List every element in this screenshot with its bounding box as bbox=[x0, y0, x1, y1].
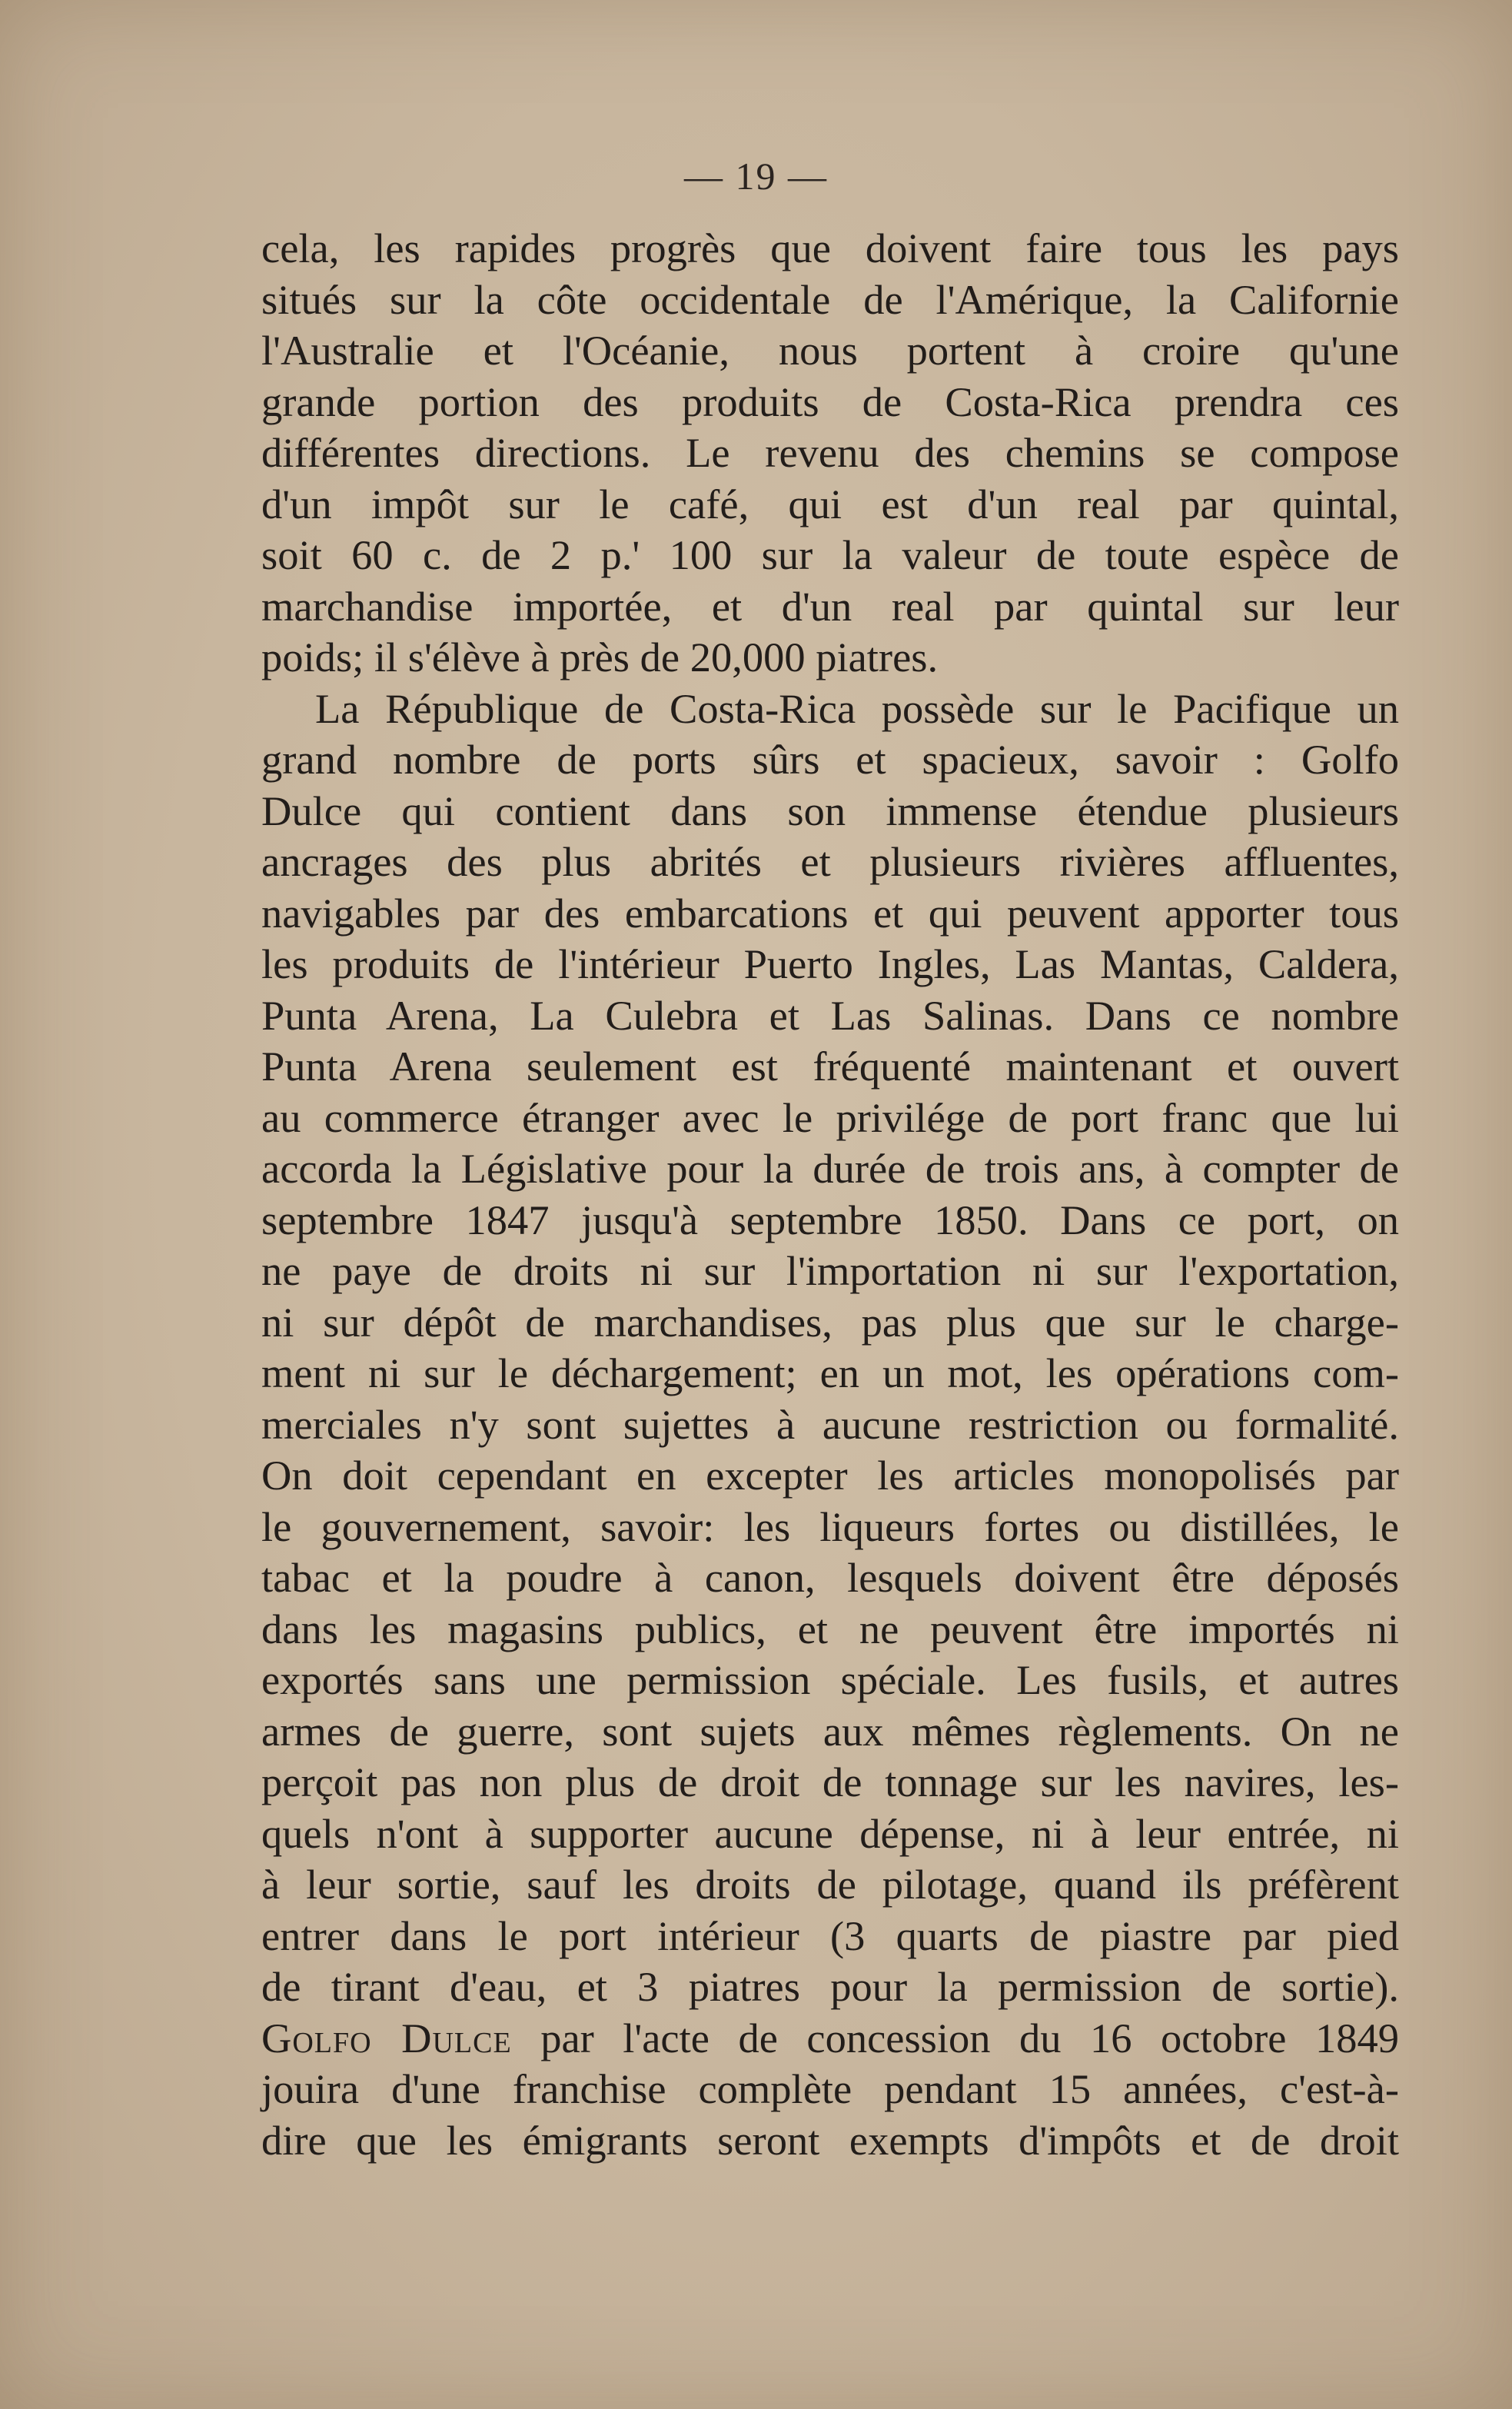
text-line: grande portion des produits de Costa-Rica prendra ces bbox=[261, 378, 1399, 425]
text-line: quels n'ont à supporter aucune dépense, ni à leur entrée, ni bbox=[261, 1809, 1399, 1857]
text-line: ne paye de droits ni sur l'importation ni sur l'exportation, bbox=[261, 1247, 1399, 1294]
text-line: On doit cependant en excepter les articles monopolisés par bbox=[261, 1452, 1399, 1499]
page-number: — 19 — bbox=[684, 155, 828, 198]
text-line: ancrages des plus abrités et plusieurs rivières affluentes, bbox=[261, 838, 1399, 885]
text-line: accorda la Législative pour la durée de trois ans, à compter de bbox=[261, 1145, 1399, 1192]
text-line bbox=[261, 2013, 1399, 2065]
section-heading: Golfo Dulce bbox=[261, 2014, 512, 2061]
text-line: grand nombre de ports sûrs et spacieux, savoir : Golfo bbox=[261, 736, 1399, 783]
text-line: merciales n'y sont sujettes à aucune restriction ou formalité. bbox=[261, 1400, 1399, 1448]
text-line: soit 60 c. de 2 p.' 100 sur la valeur de toute espèce de bbox=[261, 531, 1399, 578]
text-line: dans les magasins publics, et ne peuvent être importés ni bbox=[261, 1605, 1399, 1652]
text-line: situés sur la côte occidentale de l'Amérique, la Californie bbox=[261, 275, 1399, 323]
text-line: cela, les rapides progrès que doivent faire tous les pays bbox=[261, 225, 1399, 271]
text-line: le gouvernement, savoir: les liqueurs fortes ou distillées, le bbox=[261, 1502, 1399, 1550]
text-line: jouira d'une franchise complète pendant 15 années, c'est-à- bbox=[261, 2065, 1399, 2112]
text-fragment: par l'acte de concession du 16 octobre 1849 bbox=[540, 2014, 1399, 2061]
text-line: tabac et la poudre à canon, lesquels doivent être déposés bbox=[261, 1554, 1399, 1601]
text-line: ni sur dépôt de marchandises, pas plus que sur le charge- bbox=[261, 1298, 1399, 1346]
text-line: à leur sortie, sauf les droits de pilotage, quand ils préfèrent bbox=[261, 1861, 1399, 1908]
text-line: ment ni sur le déchargement; en un mot, les opérations com- bbox=[261, 1349, 1399, 1396]
text-line: navigables par des embarcations et qui peuvent apporter tous bbox=[261, 889, 1399, 937]
text-line: marchandise importée, et d'un real par quintal sur leur bbox=[261, 582, 1399, 630]
text-line: les produits de l'intérieur Puerto Ingles, Las Mantas, Caldera, bbox=[261, 940, 1399, 987]
text-line: armes de guerre, sont sujets aux mêmes règlements. On ne bbox=[261, 1707, 1399, 1755]
text-line: au commerce étranger avec le privilége de port franc que lui bbox=[261, 1093, 1399, 1141]
text-line: l'Australie et l'Océanie, nous portent à croire qu'une bbox=[261, 327, 1399, 374]
text-line: exportés sans une permission spéciale. Les fusils, et autres bbox=[261, 1656, 1399, 1703]
text-line: Dulce qui contient dans son immense étendue plusieurs bbox=[261, 787, 1399, 834]
text-line: dire que les émigrants seront exempts d'impôts et de droit bbox=[261, 2116, 1399, 2164]
text-line: septembre 1847 jusqu'à septembre 1850. Dans ce port, on bbox=[261, 1196, 1399, 1243]
text-line: de tirant d'eau, et 3 piatres pour la permission de sortie). bbox=[261, 1963, 1399, 2010]
text-line: Punta Arena seulement est fréquenté maintenant et ouvert bbox=[261, 1043, 1399, 1090]
text-line: d'un impôt sur le café, qui est d'un real par quintal, bbox=[261, 480, 1399, 527]
text-line: différentes directions. Le revenu des chemins se compose bbox=[261, 429, 1399, 476]
text-line: entrer dans le port intérieur (3 quarts de piastre par pied bbox=[261, 1912, 1399, 1959]
text-line: La République de Costa-Rica possède sur le Pacifique un bbox=[315, 684, 1399, 732]
text-line: Punta Arena, La Culebra et Las Salinas. Dans ce nombre bbox=[261, 991, 1399, 1039]
body-text bbox=[261, 223, 1399, 2166]
text-line: perçoit pas non plus de droit de tonnage sur les navires, les- bbox=[261, 1759, 1399, 1805]
text-line: poids; il s'élève à près de 20,000 piatres. bbox=[261, 634, 939, 680]
